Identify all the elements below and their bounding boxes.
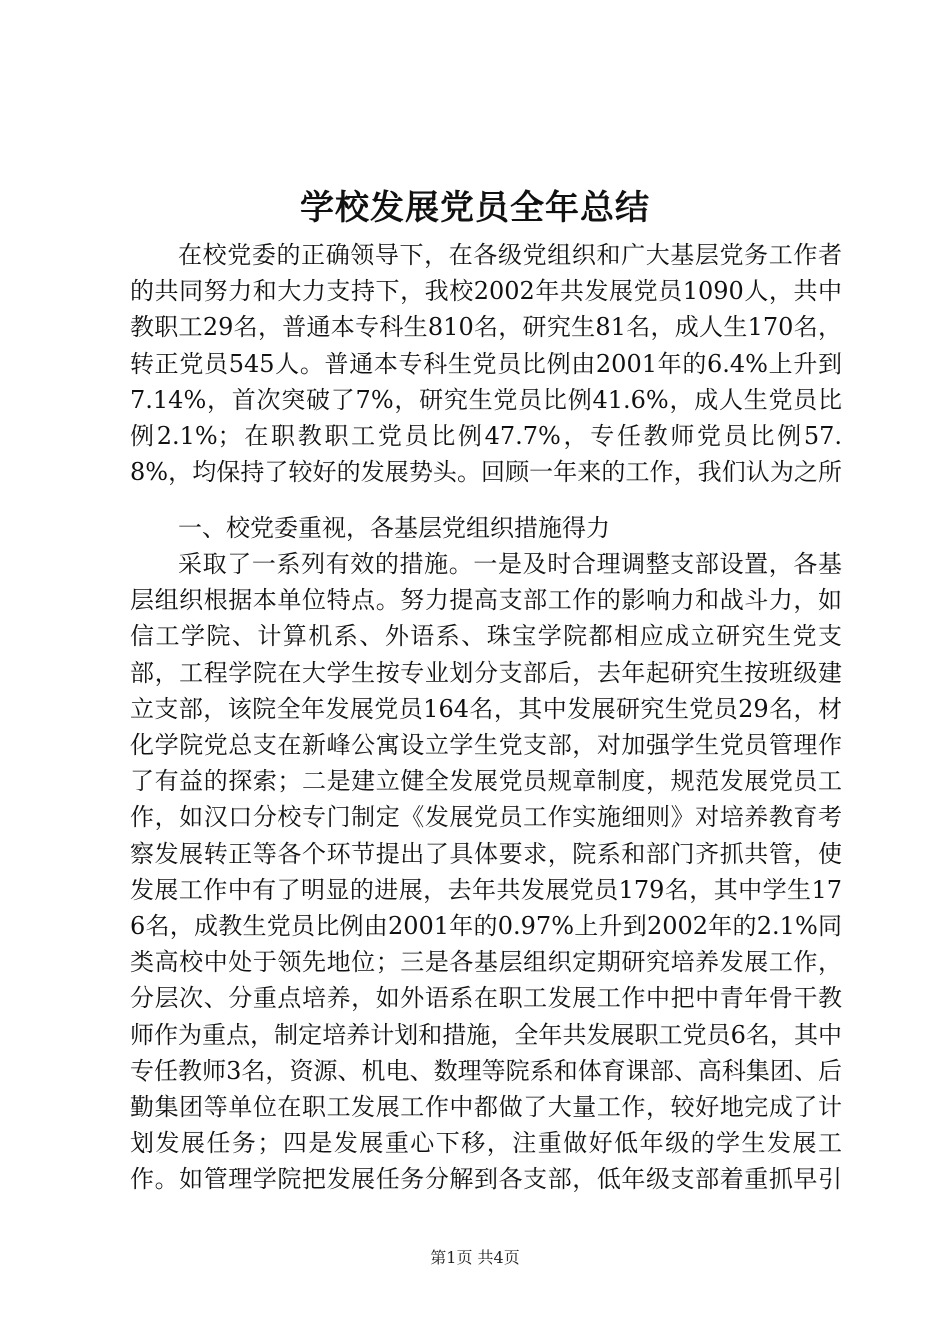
document-title: 学校发展党员全年总结: [300, 188, 650, 228]
paragraph-intro: 在校党委的正确领导下，在各级党组织和广大基层党务工作者的共同努力和大力支持下，我校2002年共发展党员1090人，共中教职工29名，普通本专科生810名，研究生81名，成人生170名，转正党员545人。普通本专科生党员比例由2001年的6.4%上升到7.14%，首次突破了7%，研究生党员比例41.6%，成人生党员比例2.1%；在职教职工党员比例47.7%，专任教师党员比例57.8%，均保持了较好的发展势头。回顾一年来的工作，我们认为之所: [130, 241, 842, 487]
page-number: 第1页 共4页: [430, 1248, 520, 1267]
section-heading: 一、校党委重视，各基层党组织措施得力: [178, 514, 610, 542]
paragraph-measures: 采取了一系列有效的措施。一是及时合理调整支部设置，各基层组织根据本单位特点。努力提高支部工作的影响力和战斗力，如信工学院、计算机系、外语系、珠宝学院都相应成立研究生党支部，工程学院在大学生按专业划分支部后，去年起研究生按班级建立支部，该院全年发展党员164名，其中发展研究生党员29名，材化学院党总支在新峰公寓设立学生党支部，对加强学生党员管理作了有益的探索；二是建立健全发展党员规章制度，规范发展党员工作，如汉口分校专门制定《发展党员工作实施细则》对培养教育考察发展转正等各个环节提出了具体要求，院系和部门齐抓共管，使发展工作中有了明显的进展，去年共发展党员179名，其中学生176名，成教生党员比例由2001年的0.97%上升到2002年的2.1%同类高校中处于领先地位；三是各基层组织定期研究培养发展工作，分层次、分重点培养，如外语系在职工发展工作中把中青年骨干教师作为重点，制定培养计划和措施，全年共发展职工党员6名，其中专任教师3名，资源、机电、数理等院系和体育课部、高科集团、后勤集团等单位在职工发展工作中都做了大量工作，较好地完成了计划发展任务；四是发展重心下移，注重做好低年级的学生发展工作。如管理学院把发展任务分解到各支部，低年级支部着重抓早引: [130, 550, 842, 1194]
